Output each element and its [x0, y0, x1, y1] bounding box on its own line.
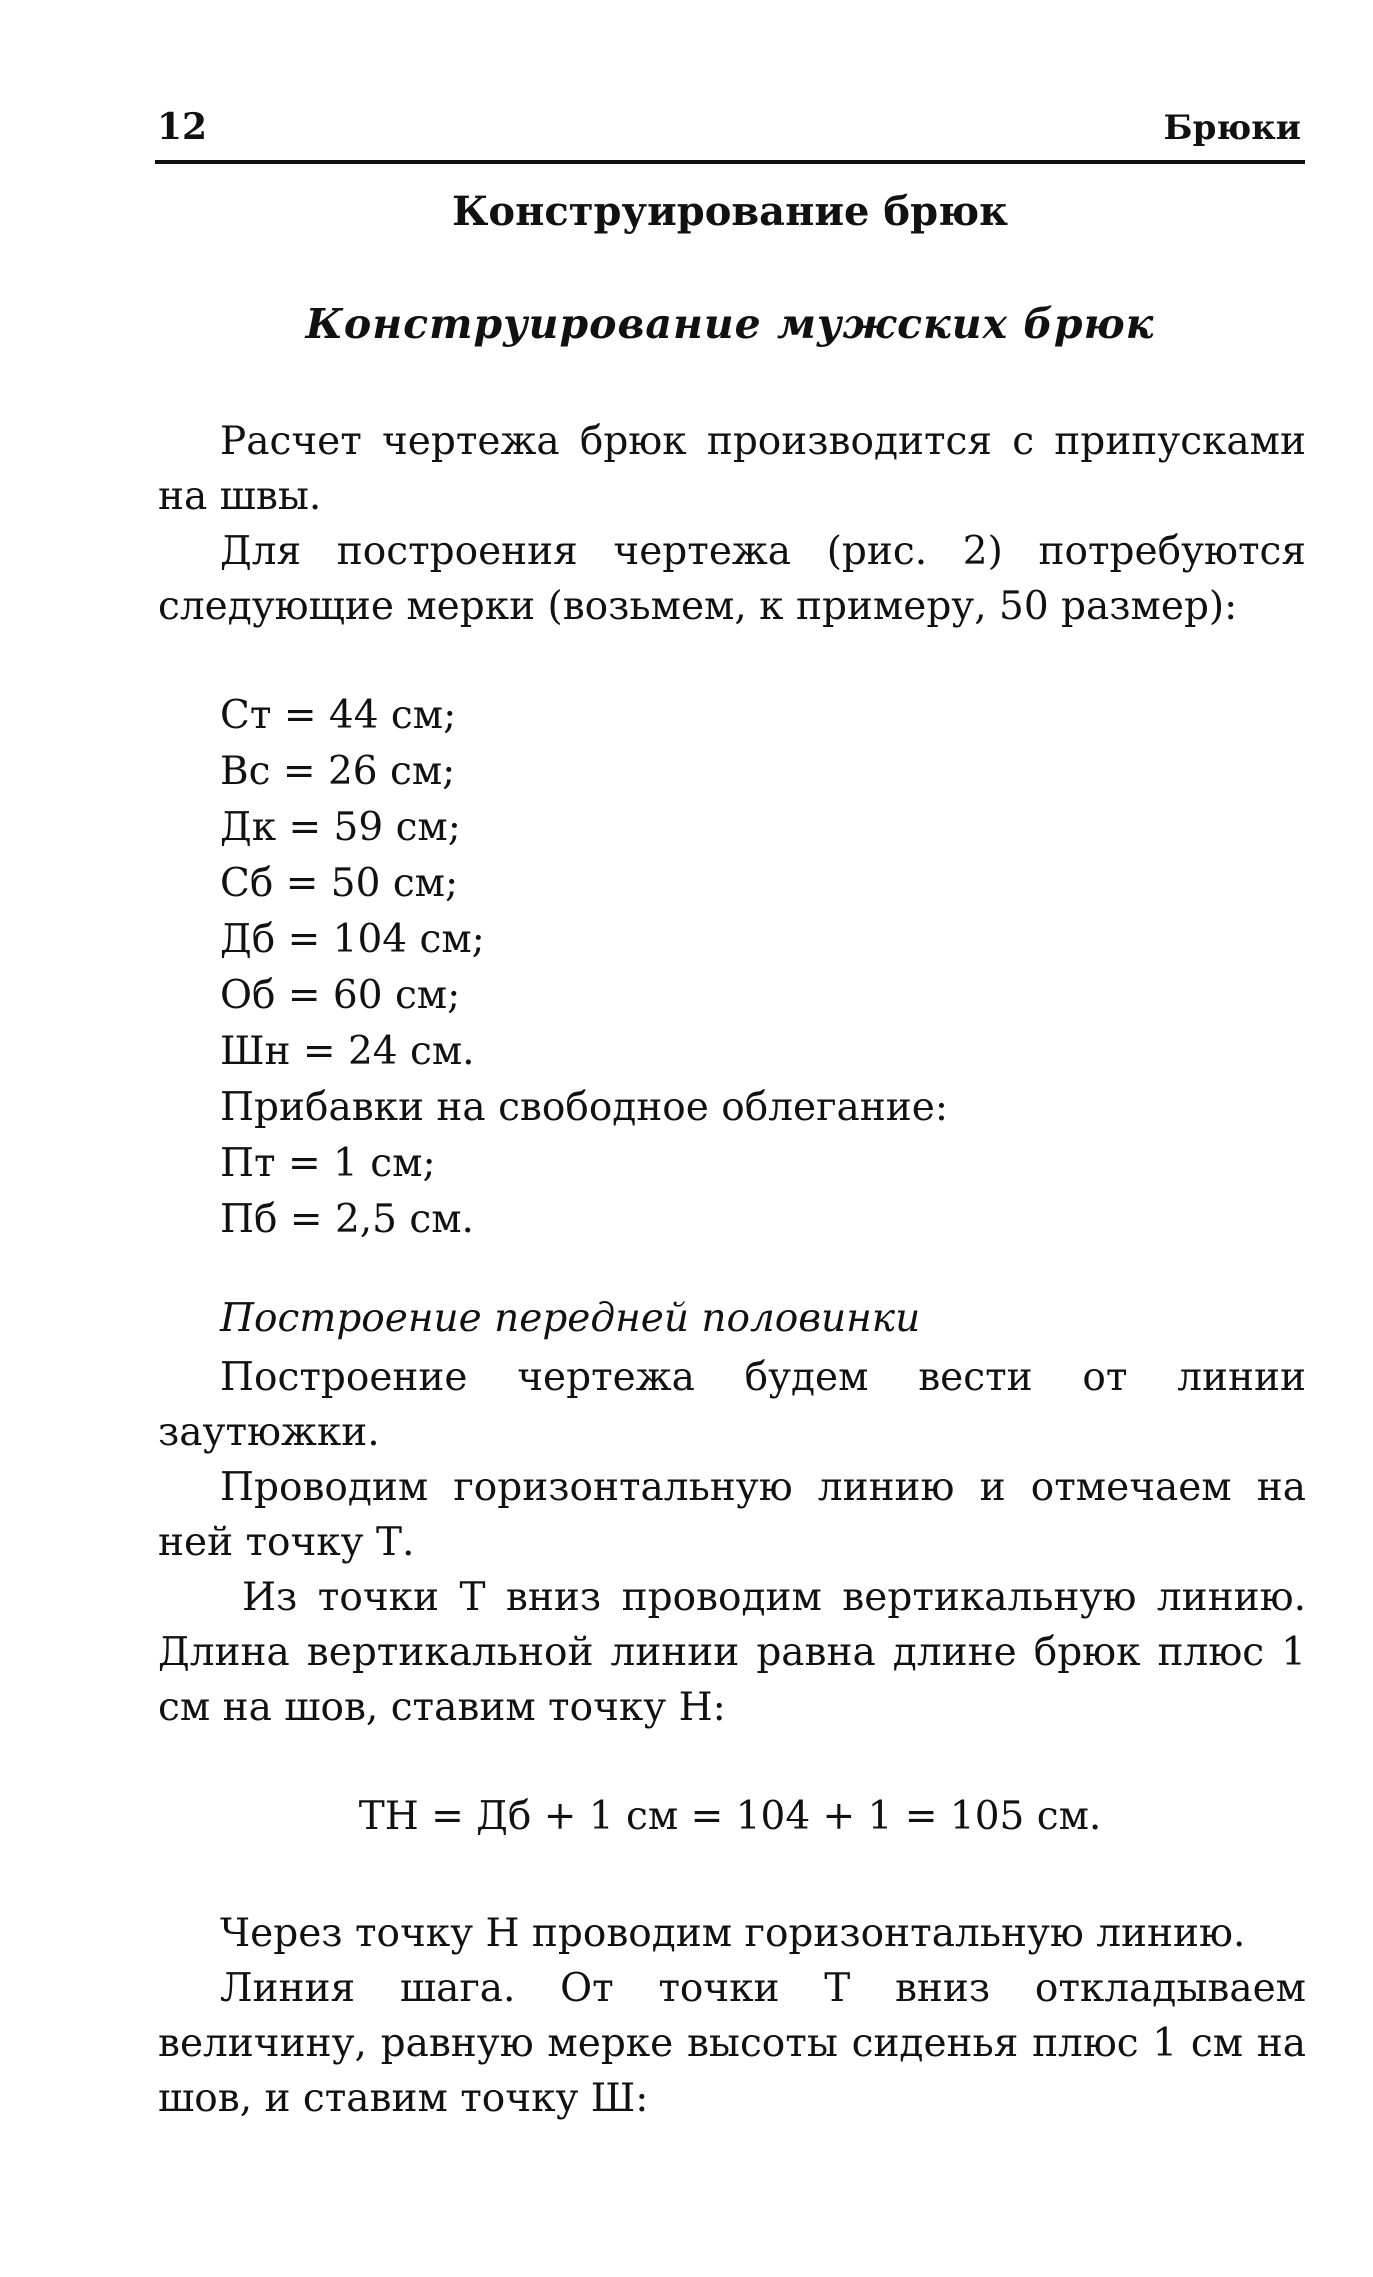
allowance-item: Пб = 2,5 см. [220, 1197, 474, 1242]
intro-text [158, 414, 1306, 634]
intro-paragraph-1: Расчет чертежа брюк производится с припусками на швы. [158, 419, 1306, 519]
intro-paragraph-2: Для построения чертежа (рис. 2) потребуются следующие мерки (возьмем, к примеру, 50 размер): [158, 529, 1306, 629]
front-half-text-continued [158, 1906, 1306, 2126]
front-paragraph-4: Через точку Н проводим горизонтальную линию. [220, 1911, 1246, 1956]
allowance-item: Пт = 1 см; [220, 1141, 436, 1186]
measurement-item: Об = 60 см; [220, 973, 461, 1018]
measurement-item: Ст = 44 см; [220, 693, 457, 738]
measurement-item: Дб = 104 см; [220, 917, 485, 962]
running-header [155, 100, 1305, 164]
measurement-item: Дк = 59 см; [220, 805, 461, 850]
page-number: 12 [157, 106, 208, 148]
allowances-heading: Прибавки на свободное облегание: [220, 1085, 948, 1130]
front-paragraph-1: Построение чертежа будем вести от линии заутюжки. [158, 1355, 1306, 1455]
measurement-item: Шн = 24 см. [220, 1029, 475, 1074]
front-paragraph-5: Линия шага. От точки Т вниз откладываем величину, равную мерке высоты сиденья плюс 1 см на шов, и ставим точку Ш: [158, 1966, 1306, 2121]
front-paragraph-3: Из точки Т вниз проводим вертикальную линию. Длина вертикальной линии равна длине брюк плюс 1 см на шов, ставим точку Н: [158, 1575, 1306, 1730]
measurements-list [220, 688, 948, 1248]
chapter-title: Конструирование брюк [452, 188, 1008, 235]
measurement-item: Сб = 50 см; [220, 861, 459, 906]
measurement-item: Вс = 26 см; [220, 749, 456, 794]
running-title: Брюки [1163, 108, 1301, 148]
section-title: Конструирование мужских брюк [305, 300, 1155, 348]
front-paragraph-2: Проводим горизонтальную линию и отмечаем на ней точку Т. [158, 1465, 1306, 1565]
subsection-title: Построение передней половинки [220, 1296, 921, 1341]
front-half-text [158, 1350, 1306, 1735]
formula: ТН = Дб + 1 см = 104 + 1 = 105 см. [358, 1794, 1102, 1839]
